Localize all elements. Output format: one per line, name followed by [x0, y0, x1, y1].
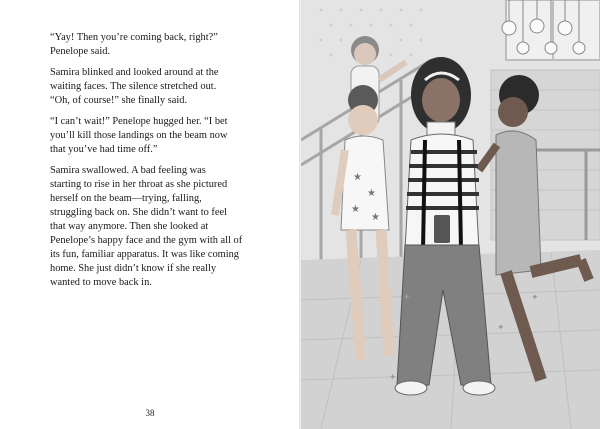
gym-illustration [301, 0, 600, 429]
text-line: Penelope’s happy face and the gym with all of [50, 235, 243, 246]
paragraph-2 [34, 66, 282, 108]
svg-text:★: ★ [353, 172, 362, 183]
text-line: “I can’t wait!” Penelope hugged her. “I bet [50, 116, 228, 127]
svg-text:✦: ✦ [531, 293, 539, 303]
text-line: “Oh, of course!” she finally said. [50, 95, 188, 106]
text-line: starting to rise in her throat as she pictured [50, 179, 228, 190]
text-line: “Yay! Then you’re coming back, right?” [50, 32, 218, 43]
text-line: that way anymore. Then she looked at [50, 221, 209, 232]
svg-text:★: ★ [371, 212, 380, 223]
text-line: home. She just didn’t know if she really [50, 263, 217, 274]
text-line: herself on the beam—trying, falling, [50, 193, 202, 204]
paragraph-1 [34, 31, 282, 59]
paragraph-3 [34, 115, 282, 157]
svg-text:★: ★ [351, 204, 360, 215]
text-line: its fun, familiar apparatus. It was like coming [50, 249, 239, 260]
text-line: wanted to move back in. [50, 277, 152, 288]
text-line: you’ll kill those landings on the beam now [50, 130, 228, 141]
text-line: Samira swallowed. A bad feeling was [50, 165, 206, 176]
right-page-illustration [301, 0, 600, 429]
svg-text:★: ★ [367, 188, 376, 199]
story-text [34, 31, 282, 297]
text-line: struggling back on. She didn’t want to feel [50, 207, 227, 218]
paragraph-4 [34, 164, 282, 290]
svg-text:✦: ✦ [403, 293, 411, 303]
text-line: Samira blinked and looked around at the [50, 67, 219, 78]
svg-text:✦: ✦ [389, 373, 397, 383]
page-number: 38 [145, 408, 155, 418]
text-line: that you’ve had time off.” [50, 144, 158, 155]
text-line: waiting faces. The silence stretched out. [50, 81, 217, 92]
text-line: Penelope said. [50, 46, 111, 57]
svg-text:✦: ✦ [497, 323, 505, 333]
